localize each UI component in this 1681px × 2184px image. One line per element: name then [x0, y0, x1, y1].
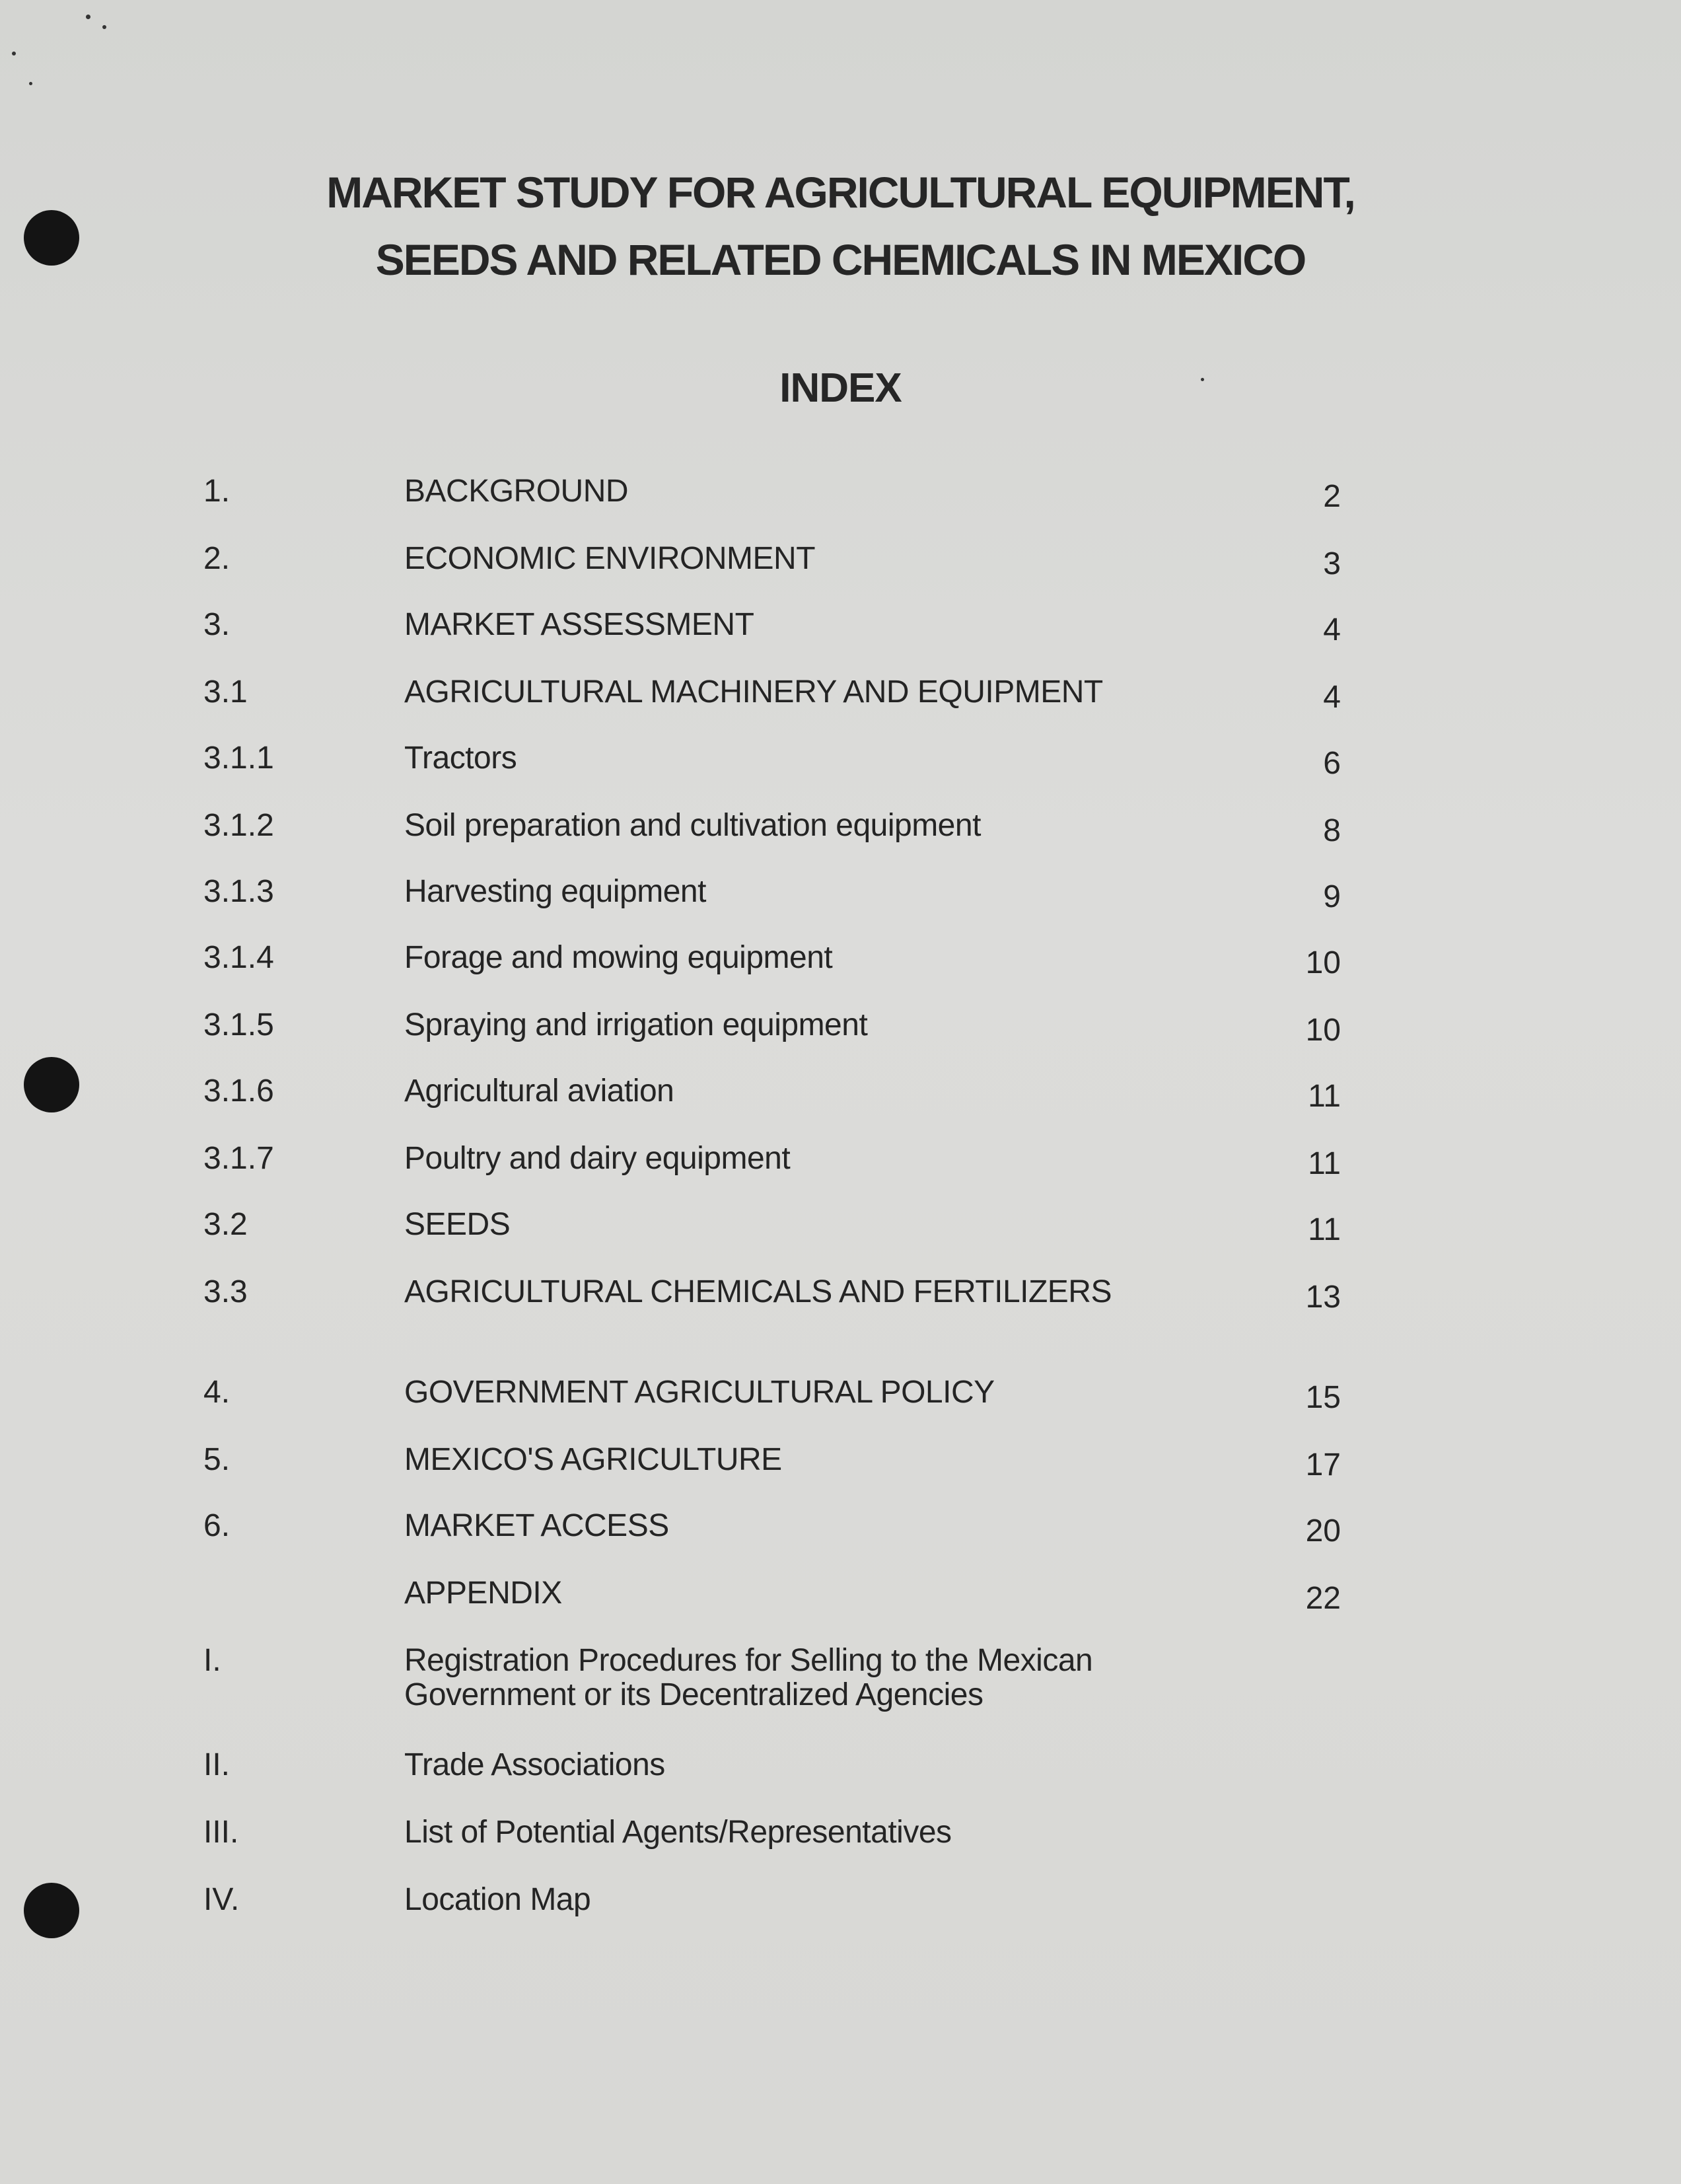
toc-entry — [0, 1748, 1681, 1821]
toc-entry — [0, 1208, 1681, 1280]
toc-entry-label: Trade Associations — [404, 1747, 665, 1782]
toc-entry-label: AGRICULTURAL CHEMICALS AND FERTILIZERS — [404, 1274, 1112, 1309]
toc-entry — [0, 542, 1681, 614]
toc-entry-label-line: Government or its Decentralized Agencies — [404, 1677, 984, 1712]
toc-entry-label: Soil preparation and cultivation equipment — [404, 808, 981, 843]
toc-entry-page: 11 — [1308, 1212, 1341, 1247]
toc-entry-page: 9 — [1323, 879, 1341, 914]
toc-entry-number: 3.1.2 — [203, 808, 274, 843]
toc-entry-page: 2 — [1323, 479, 1341, 514]
toc-entry-page: 10 — [1305, 1013, 1341, 1048]
toc-entry-page: 6 — [1323, 746, 1341, 781]
toc-entry-page: 8 — [1323, 813, 1341, 848]
paper-speck — [102, 25, 106, 29]
toc-entry — [0, 1275, 1681, 1348]
toc-entry — [0, 608, 1681, 680]
toc-entry — [0, 809, 1681, 881]
toc-entry-page: 4 — [1323, 680, 1341, 715]
toc-entry-number: 3.1.3 — [203, 874, 274, 909]
toc-entry-number: 1. — [203, 474, 231, 509]
toc-entry-number: 2. — [203, 541, 231, 576]
toc-entry-number: 3. — [203, 607, 231, 642]
toc-entry — [0, 1576, 1681, 1649]
toc-entry-number: 4. — [203, 1375, 231, 1410]
toc-entry-number: 5. — [203, 1442, 231, 1477]
toc-entry-label: Location Map — [404, 1882, 591, 1917]
toc-entry — [0, 675, 1681, 748]
toc-entry-number: IV. — [203, 1882, 240, 1917]
toc-entry-page: 22 — [1305, 1581, 1341, 1616]
toc-entry — [0, 941, 1681, 1013]
toc-entry-page: 20 — [1305, 1513, 1341, 1548]
toc-entry-number: 3.1.4 — [203, 940, 274, 975]
toc-entry-number: I. — [203, 1643, 221, 1678]
toc-entry-label: ECONOMIC ENVIRONMENT — [404, 541, 816, 576]
toc-entry-label: Forage and mowing equipment — [404, 940, 833, 975]
toc-entry — [0, 1375, 1681, 1448]
toc-entry — [0, 1883, 1681, 1955]
toc-entry-number: 3.2 — [203, 1207, 248, 1242]
toc-entry-label: APPENDIX — [404, 1576, 562, 1611]
toc-entry-label: List of Potential Agents/Representatives — [404, 1815, 952, 1850]
toc-entry-number: 3.1.5 — [203, 1007, 274, 1042]
toc-entry-number: 3.3 — [203, 1274, 248, 1309]
toc-entry-page: 3 — [1323, 546, 1341, 581]
toc-entry — [0, 1074, 1681, 1147]
toc-entry-label: Tractors — [404, 741, 517, 776]
toc-entry-label: BACKGROUND — [404, 474, 629, 509]
title-line-1: MARKET STUDY FOR AGRICULTURAL EQUIPMENT, — [326, 168, 1355, 217]
toc-entry-page: 4 — [1323, 612, 1341, 647]
toc-entry — [0, 1815, 1681, 1888]
paper-speck — [12, 52, 16, 55]
toc-entry-label: Agricultural aviation — [404, 1074, 674, 1109]
paper-speck — [29, 82, 32, 85]
toc-entry-number: II. — [203, 1747, 231, 1782]
title-line-2: SEEDS AND RELATED CHEMICALS IN MEXICO — [375, 235, 1306, 284]
toc-entry-page: 15 — [1305, 1380, 1341, 1415]
toc-entry-page: 10 — [1305, 945, 1341, 980]
paper-speck — [86, 15, 90, 19]
toc-entry-page: 13 — [1305, 1280, 1341, 1315]
toc-entry-number: 3.1.7 — [203, 1141, 274, 1176]
toc-entry — [0, 1644, 1681, 1729]
toc-entry-page: 17 — [1305, 1447, 1341, 1482]
toc-entry-label: AGRICULTURAL MACHINERY AND EQUIPMENT — [404, 674, 1103, 710]
toc-entry-label-line: Registration Procedures for Selling to the Mexican — [404, 1643, 1093, 1678]
toc-entry-label: MARKET ASSESSMENT — [404, 607, 754, 642]
toc-entry-label: Poultry and dairy equipment — [404, 1141, 791, 1176]
toc-entry-number: 3.1 — [203, 674, 248, 710]
index-heading: INDEX — [779, 365, 902, 411]
toc-entry-number: 3.1.6 — [203, 1074, 274, 1109]
toc-entry-number: III. — [203, 1815, 239, 1850]
toc-entry-page: 11 — [1308, 1079, 1341, 1114]
toc-entry-label: GOVERNMENT AGRICULTURAL POLICY — [404, 1375, 995, 1410]
toc-entry-label: Spraying and irrigation equipment — [404, 1007, 868, 1042]
toc-entry — [0, 1443, 1681, 1515]
toc-entry — [0, 1008, 1681, 1081]
toc-entry-number: 3.1.1 — [203, 741, 274, 776]
toc-entry — [0, 741, 1681, 814]
toc-entry — [0, 1142, 1681, 1214]
toc-entry-number: 6. — [203, 1508, 231, 1543]
toc-entry — [0, 1509, 1681, 1582]
toc-entry-label — [404, 1644, 1263, 1712]
toc-entry-page: 11 — [1308, 1146, 1341, 1181]
toc-entry — [0, 474, 1681, 547]
document-title — [0, 159, 1681, 293]
toc-entry-label: MARKET ACCESS — [404, 1508, 669, 1543]
toc-entry-label: Harvesting equipment — [404, 874, 706, 909]
toc-entry-label: MEXICO'S AGRICULTURE — [404, 1442, 782, 1477]
toc-entry-label: SEEDS — [404, 1207, 511, 1242]
toc-entry — [0, 875, 1681, 947]
